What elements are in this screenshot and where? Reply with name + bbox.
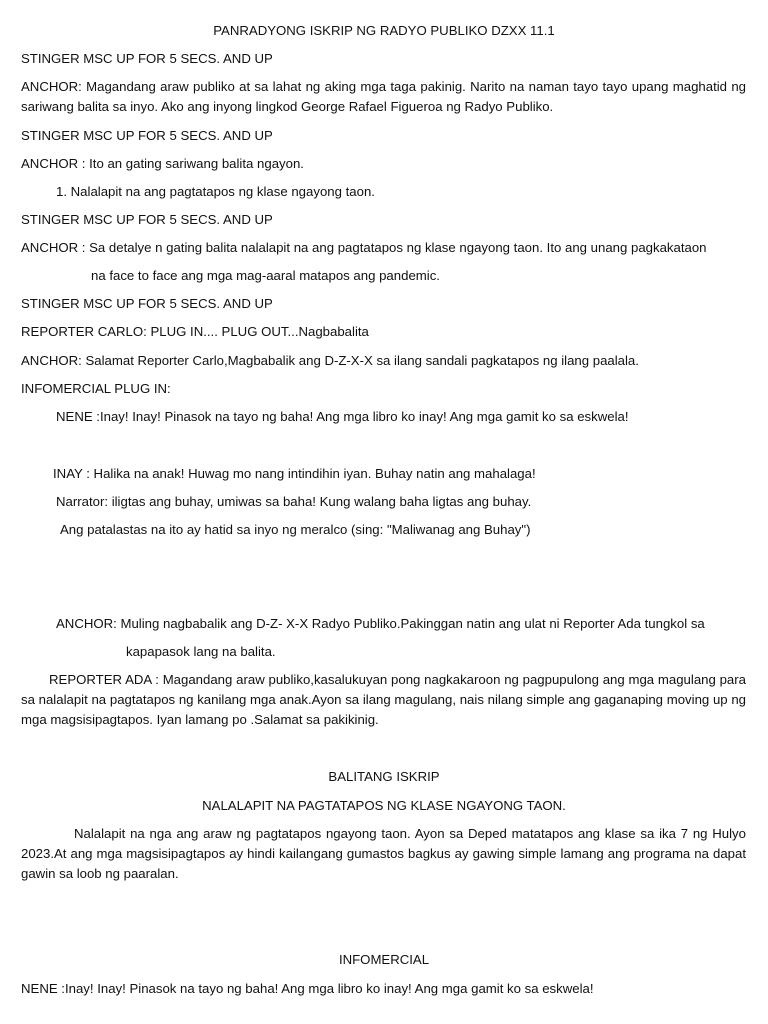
nene-line: NENE :Inay! Inay! Pinasok na tayo ng baha! Ang mga libro ko inay! Ang mga gamit ko sa eskwela! — [56, 409, 629, 424]
script-title: PANRADYONG ISKRIP NG RADYO PUBLIKO DZXX 11.1 — [213, 23, 555, 38]
stinger-cue: STINGER MSC UP FOR 5 SECS. AND UP — [21, 51, 273, 66]
inay-line: INAY : Halika na anak! Huwag mo nang intindihin iyan. Buhay natin ang mahalaga! — [53, 466, 536, 481]
narrator-line: Narrator: iligtas ang buhay, umiwas sa baha! Kung walang baha ligtas ang buhay. — [56, 494, 532, 509]
reporter-carlo: REPORTER CARLO: PLUG IN.... PLUG OUT...Nagbabalita — [21, 324, 369, 339]
balita-body: Nalalapit na nga ang araw ng pagtatapos ngayong taon. Ayon sa Deped matatapos ang klase sa ika 7 ng Hulyo 2023.At ang mga magsisipagtapos ay hindi kailangang gumastos bagkus ay gawing simple lamang ang programa na dapat gawin sa loob ng paaralan. — [21, 826, 746, 881]
balita-subheading: NALALAPIT NA PAGTATAPOS NG KLASE NGAYONG TAON. — [202, 798, 566, 813]
anchor-news-intro: ANCHOR : Ito an gating sariwang balita ngayon. — [21, 156, 304, 171]
news-item: 1. Nalalapit na ang pagtatapos ng klase ngayong taon. — [56, 184, 375, 199]
nene-line-repeat: NENE :Inay! Inay! Pinasok na tayo ng baha! Ang mga libro ko inay! Ang mga gamit ko sa eskwela! — [21, 981, 594, 996]
stinger-cue: STINGER MSC UP FOR 5 SECS. AND UP — [21, 212, 273, 227]
anchor-intro: ANCHOR: Magandang araw publiko at sa lahat ng aking mga taga pakinig. Narito na naman tayo tayo upang maghatid ng sariwang balita sa inyo. Ako ang inyong lingkod George Rafael Figueroa ng Radyo Publiko. — [21, 79, 746, 114]
infomercial-plug: INFOMERCIAL PLUG IN: — [21, 381, 171, 396]
anchor-return-line-2: kapapasok lang na balita. — [126, 644, 276, 659]
balita-heading: BALITANG ISKRIP — [328, 769, 440, 784]
reporter-ada: REPORTER ADA : Magandang araw publiko,kasalukuyan pong nagkakaroon ng pagpupulong ang mga magulang para sa nalalapit na pagtatapos ng kanilang mga anak.Ayon sa ilang magulang, nais nilang simple ang gaganaping moving up ng mga magsisipagtapos. Iyan lamang po .Salamat sa pakikinig. — [21, 672, 746, 727]
patalastas-line: Ang patalastas na ito ay hatid sa inyo ng meralco (sing: "Maliwanag ang Buhay") — [60, 522, 531, 537]
anchor-thanks: ANCHOR: Salamat Reporter Carlo,Magbabalik ang D-Z-X-X sa ilang sandali pagkatapos ng ilang paalala. — [21, 353, 639, 368]
anchor-return-line-1: ANCHOR: Muling nagbabalik ang D-Z- X-X Radyo Publiko.Pakinggan natin ang ulat ni Reporter Ada tungkol sa — [56, 616, 705, 631]
anchor-detail-line-2: na face to face ang mga mag-aaral matapos ang pandemic. — [91, 268, 440, 283]
stinger-cue: STINGER MSC UP FOR 5 SECS. AND UP — [21, 128, 273, 143]
anchor-detail-line-1: ANCHOR : Sa detalye n gating balita nalalapit na ang pagtatapos ng klase ngayong taon. Ito ang unang pagkakataon — [21, 240, 707, 255]
stinger-cue: STINGER MSC UP FOR 5 SECS. AND UP — [21, 296, 273, 311]
infomercial-heading: INFOMERCIAL — [338, 952, 430, 967]
